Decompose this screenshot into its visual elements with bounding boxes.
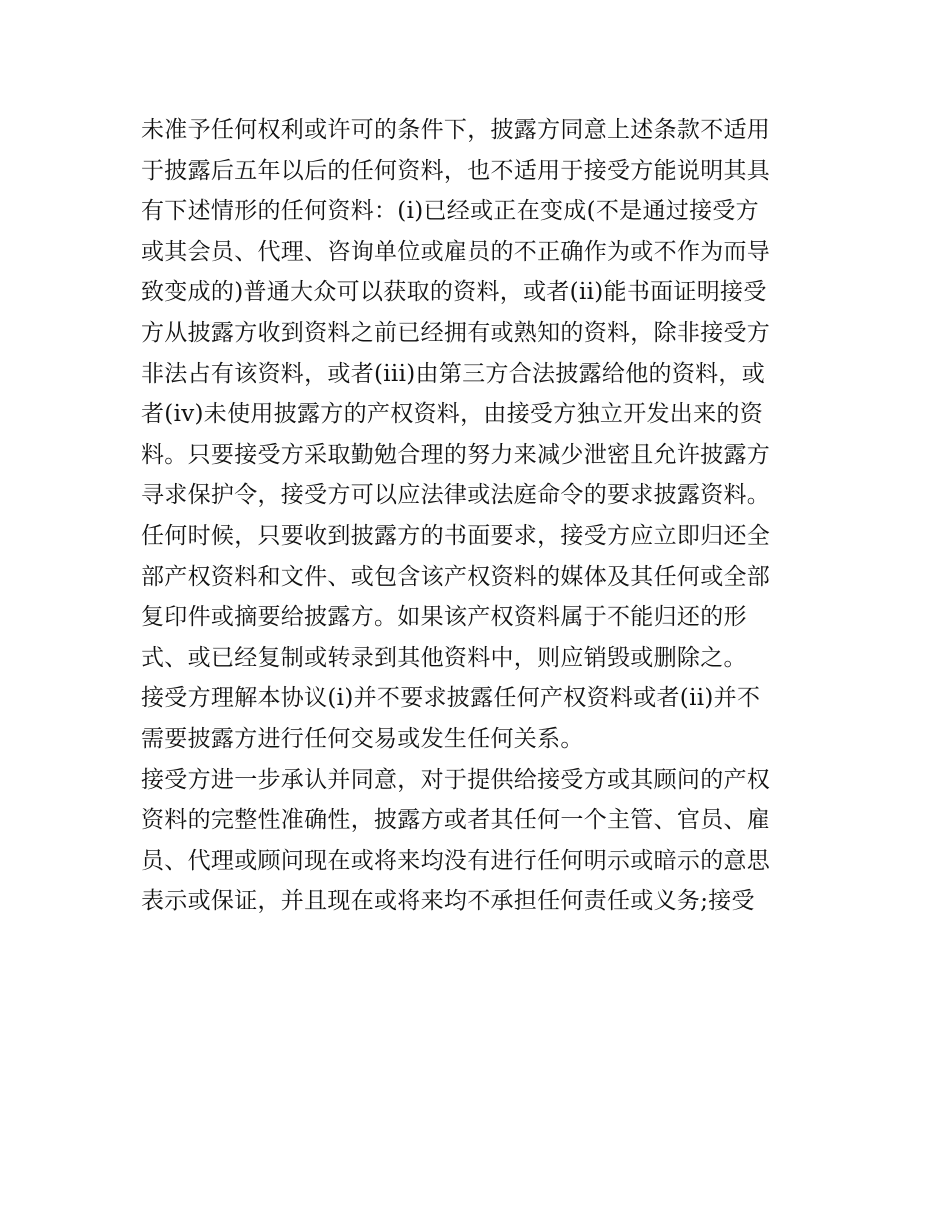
text-line: 或其会员、代理、咨询单位或雇员的不正确作为或不作为而导 <box>141 238 771 265</box>
text-line: 寻求保护令，接受方可以应法律或法庭命令的要求披露资料。 <box>141 482 771 509</box>
text-line: 接受方理解本协议(i)并不要求披露任何产权资料或者(ii)并不 <box>141 685 761 712</box>
text-line: 方从披露方收到资料之前已经拥有或熟知的资料，除非接受方 <box>141 319 771 346</box>
text-line: 于披露后五年以后的任何资料，也不适用于接受方能说明其具 <box>141 157 771 184</box>
text-line: 料。只要接受方采取勤勉合理的努力来减少泄密且允许披露方 <box>141 441 771 468</box>
text-line: 者(iv)未使用披露方的产权资料，由接受方独立开发出来的资 <box>141 401 763 428</box>
text-line: 未准予任何权利或许可的条件下，披露方同意上述条款不适用 <box>141 117 771 143</box>
text-line: 式、或已经复制或转录到其他资料中，则应销毁或删除之。 <box>141 644 747 671</box>
text-line: 非法占有该资料，或者(iii)由第三方合法披露给他的资料，或 <box>141 360 766 387</box>
text-line: 有下述情形的任何资料：(i)已经或正在变成(不是通过接受方 <box>141 198 759 225</box>
text-line: 表示或保证，并且现在或将来均不承担任何责任或义务;接受 <box>141 888 755 915</box>
text-line: 部产权资料和文件、或包含该产权资料的媒体及其任何或全部 <box>141 563 771 590</box>
text-line: 员、代理或顾问现在或将来均没有进行任何明示或暗示的意思 <box>141 847 771 874</box>
text-line: 资料的完整性准确性，披露方或者其任何一个主管、官员、雇 <box>141 807 771 834</box>
text-line: 需要披露方进行任何交易或发生任何关系。 <box>141 725 584 752</box>
text-line: 任何时候，只要收到披露方的书面要求，接受方应立即归还全 <box>141 522 771 549</box>
text-line: 致变成的)普通大众可以获取的资料，或者(ii)能书面证明接受 <box>141 279 767 306</box>
text-line: 复印件或摘要给披露方。如果该产权资料属于不能归还的形 <box>141 604 747 631</box>
document-text-body <box>141 110 821 922</box>
text-line: 接受方进一步承认并同意，对于提供给接受方或其顾问的产权 <box>141 766 771 793</box>
